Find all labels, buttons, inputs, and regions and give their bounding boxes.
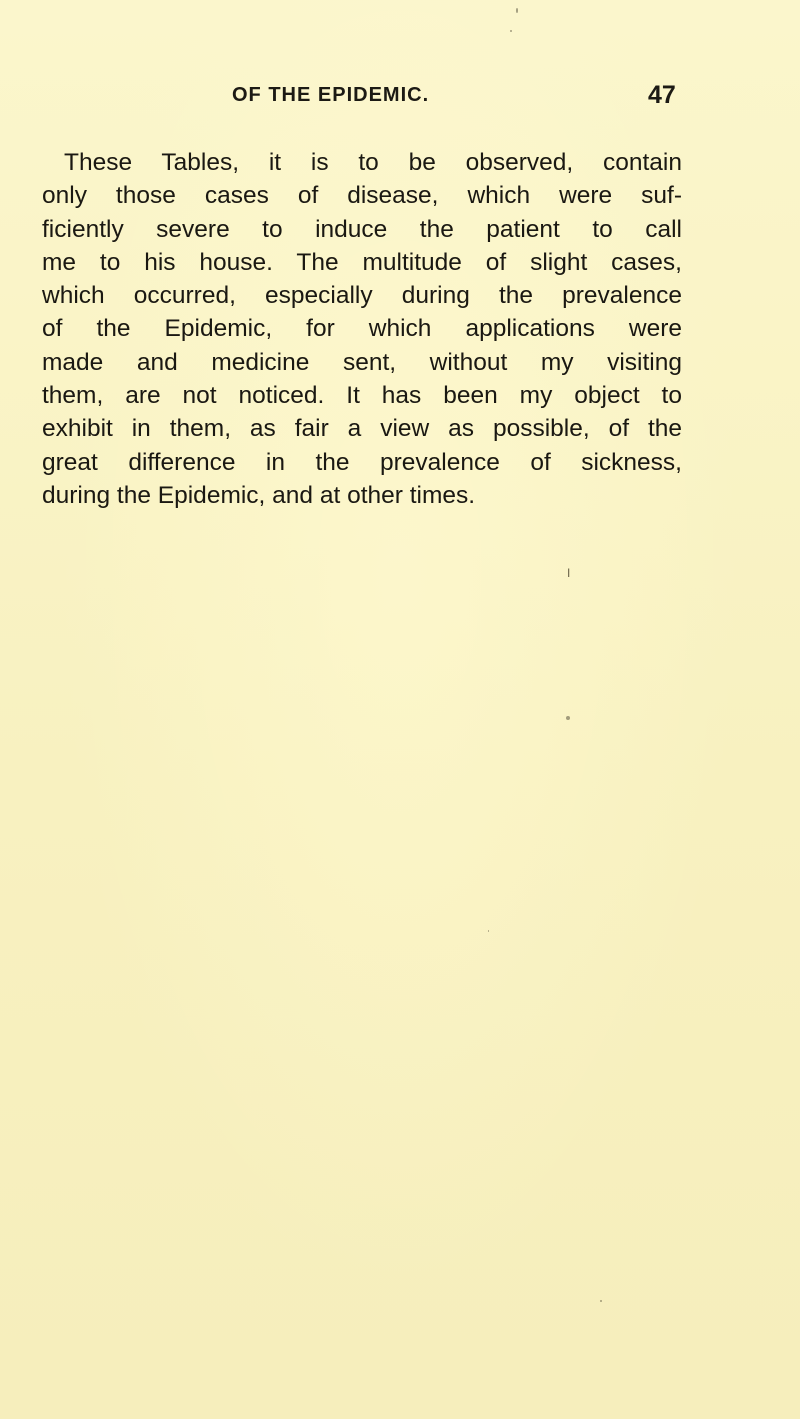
paper-speck — [488, 930, 489, 932]
paper-speck — [516, 8, 518, 13]
text-line: great difference in the prevalence of sickness, — [42, 448, 682, 476]
text-line: which occurred, especially during the prevalence — [42, 282, 682, 310]
text-line: of the Epidemic, for which applications were — [42, 315, 682, 343]
paper-speck — [510, 30, 512, 32]
text-line: only those cases of disease, which were suf- — [42, 182, 682, 210]
text-line: them, are not noticed. It has been my object to — [42, 382, 682, 410]
text-line: exhibit in them, as fair a view as possible, of the — [42, 415, 682, 443]
body-paragraph — [42, 146, 682, 512]
text-line: made and medicine sent, without my visiting — [42, 348, 682, 376]
running-head-title: OF THE EPIDEMIC. — [232, 84, 430, 106]
text-line: These Tables, it is to be observed, contain — [64, 149, 682, 176]
running-head — [0, 81, 800, 114]
paper-speck — [566, 716, 570, 720]
text-line: during the Epidemic, and at other times. — [42, 481, 476, 509]
text-line: ficiently severe to induce the patient to call — [42, 215, 682, 243]
signature-mark: I — [567, 566, 571, 580]
page-number: 47 — [648, 81, 676, 109]
paper-speck — [600, 1300, 602, 1302]
text-line: me to his house. The multitude of slight cases, — [42, 248, 682, 276]
